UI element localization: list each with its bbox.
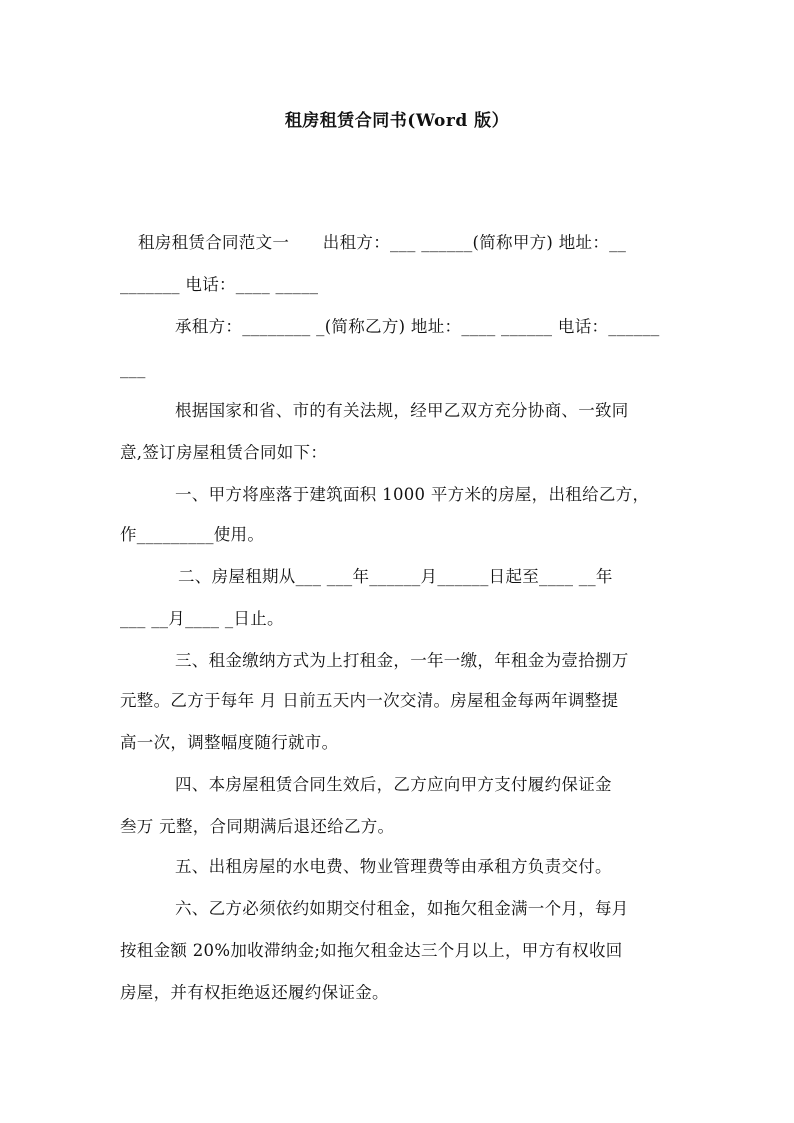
- text-line: 租房租赁合同范文一 出租方：___ ______(简称甲方) 地址：__: [138, 233, 627, 252]
- text-line: 意,签订房屋租赁合同如下：: [120, 443, 328, 462]
- text-line: 承租方：________ _(简称乙方) 地址：____ ______ 电话：______: [175, 317, 660, 336]
- text-line: 房屋，并有权拒绝返还履约保证金。: [120, 983, 389, 1002]
- text-line: 叁万 元整，合同期满后退还给乙方。: [120, 817, 395, 836]
- text-line: 高一次，调整幅度随行就市。: [120, 733, 339, 752]
- text-line: 元整。乙方于每年 月 日前五天内一次交清。房屋租金每两年调整提: [120, 691, 619, 710]
- text-line: 六、乙方必须依约如期交付租金，如拖欠租金满一个月，每月: [175, 899, 629, 918]
- text-line: 作_________使用。: [120, 525, 265, 544]
- text-line: 按租金额 20%加收滞纳金;如拖欠租金达三个月以上，甲方有权收回: [120, 941, 623, 960]
- text-line: 五、出租房屋的水电费、物业管理费等由承租方负责交付。: [175, 857, 612, 876]
- text-line: ___ __月____ _日止。: [120, 609, 284, 628]
- text-line: 三、租金缴纳方式为上打租金，一年一缴，年租金为壹拾捌万: [175, 651, 629, 670]
- document-title: 租房租赁合同书(Word 版）: [284, 111, 510, 131]
- text-line: 四、本房屋租赁合同生效后，乙方应向甲方支付履约保证金: [175, 775, 612, 794]
- text-line: 根据国家和省、市的有关法规，经甲乙双方充分协商、一致同: [175, 401, 629, 420]
- text-line: 一、甲方将座落于建筑面积 1000 平方米的房屋，出租给乙方，: [175, 485, 650, 504]
- text-line: 二、房屋租期从___ ___年______月______日起至____ __年: [178, 567, 613, 586]
- text-line: ___: [120, 359, 146, 378]
- text-line: _______ 电话：____ _____: [120, 275, 319, 294]
